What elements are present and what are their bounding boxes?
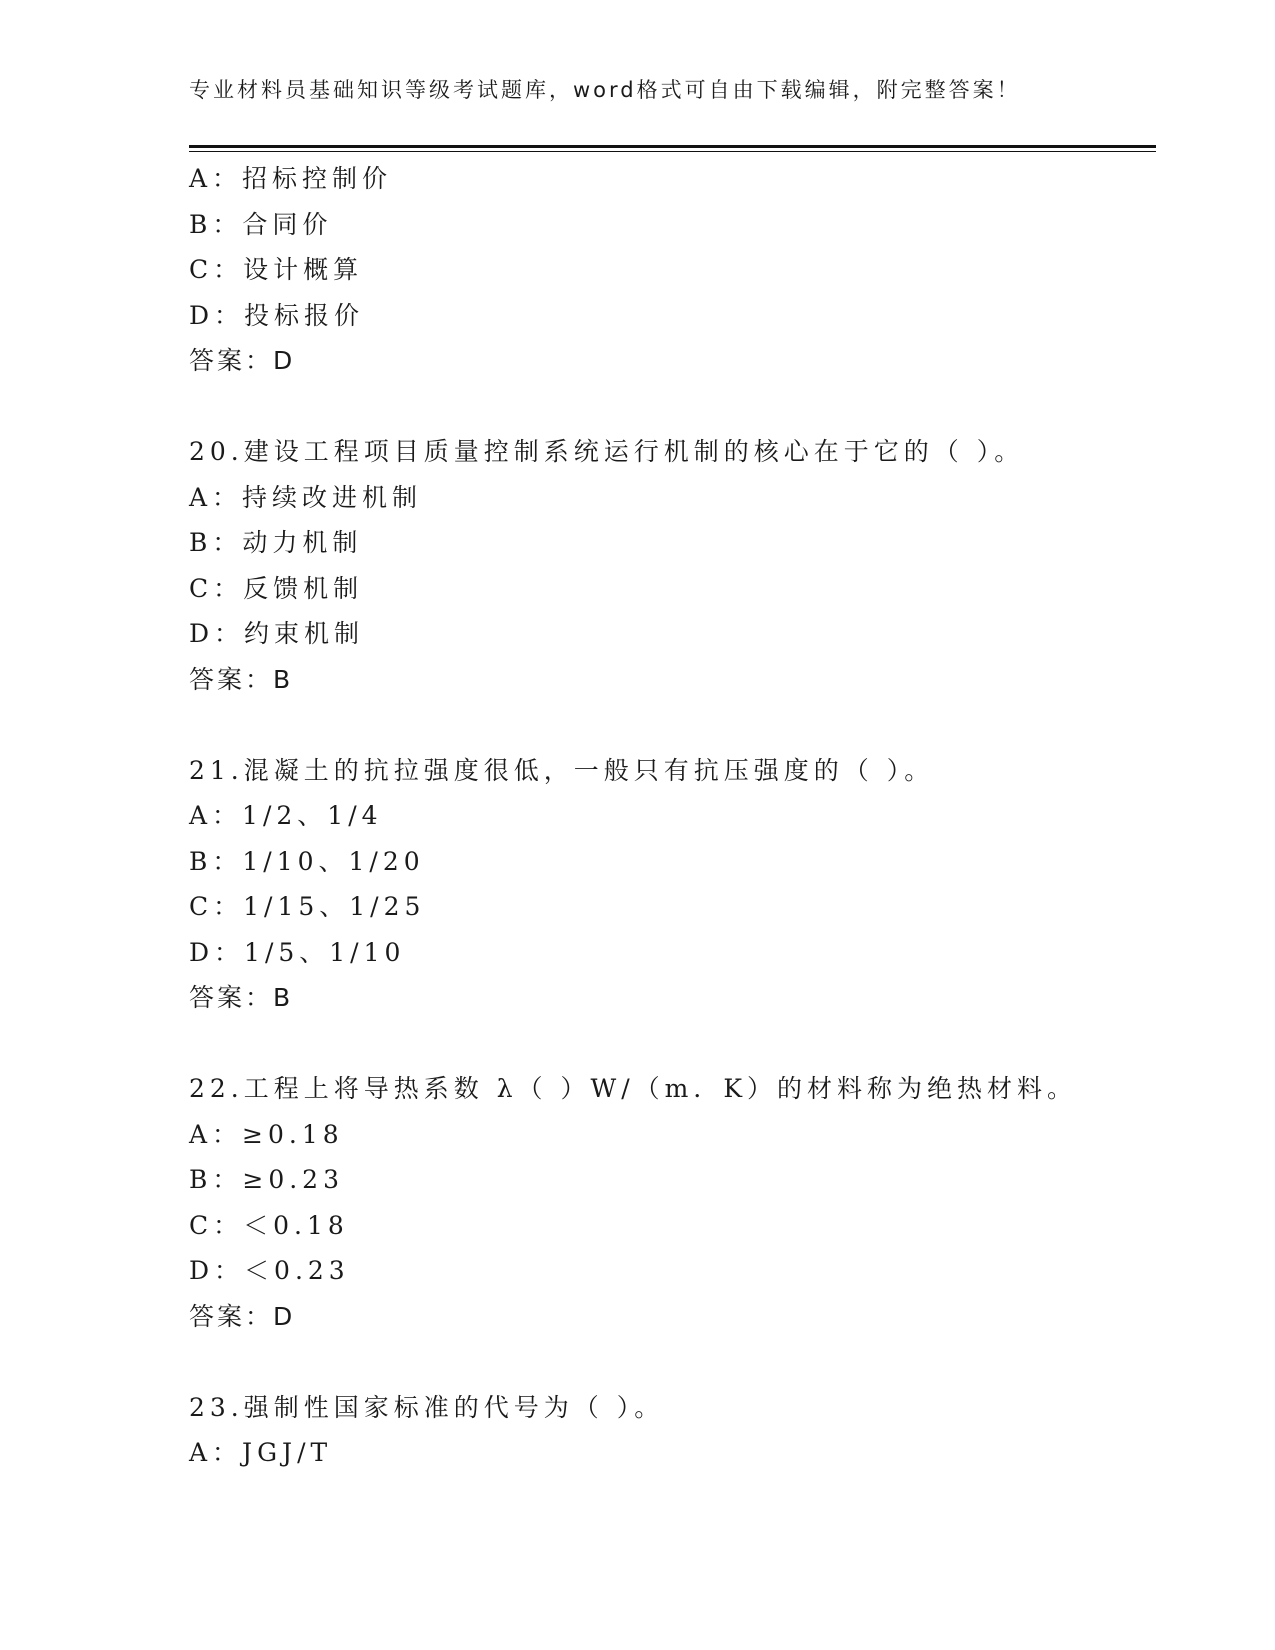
option-a: A：JGJ/T [189,1438,333,1467]
question-block-21 [189,748,1149,1021]
option-c: C：＜0.18 [189,1210,349,1240]
question-block-23 [189,1385,1149,1476]
option-a: A：持续改进机制 [189,482,423,512]
option-b: B：动力机制 [189,528,363,557]
option-c: C：1/15、1/25 [189,892,426,921]
question-stem: 23.强制性国家标准的代号为（ ）。 [189,1392,665,1422]
page-header: 专业材料员基础知识等级考试题库，word格式可自由下载编辑，附完整答案！ [189,78,1021,102]
answer: 答案：B [189,983,294,1012]
option-b: B：合同价 [189,209,333,239]
header-rule-thick [189,145,1156,148]
option-b: B：≥0.23 [189,1165,344,1194]
option-c: C：设计概算 [189,255,364,284]
option-d: D：约束机制 [189,619,365,648]
answer: 答案：B [189,664,294,694]
option-d: D：＜0.23 [189,1256,350,1285]
option-a: A：招标控制价 [189,164,393,193]
option-a: A：1/2、1/4 [189,801,383,830]
option-d: D：1/5、1/10 [189,937,406,967]
question-stem: 21.混凝土的抗拉强度很低，一般只有抗压强度的（ ）。 [189,755,935,785]
header-rule-thin [189,151,1156,152]
option-b: B：1/10、1/20 [189,846,425,876]
question-stem: 20.建设工程项目质量控制系统运行机制的核心在于它的（ ）。 [189,437,1025,466]
question-list [189,156,1149,1476]
question-stem: 22.工程上将导热系数 λ（ ）W/（m．K）的材料称为绝热材料。 [189,1074,1078,1103]
answer: 答案：D [189,346,296,375]
option-a: A：≥0.18 [189,1119,344,1149]
question-block-22 [189,1066,1149,1339]
option-c: C：反馈机制 [189,573,364,603]
answer: 答案：D [189,1301,296,1331]
option-d: D：投标报价 [189,300,365,330]
question-block-20 [189,429,1149,702]
question-block-19 [189,156,1149,384]
